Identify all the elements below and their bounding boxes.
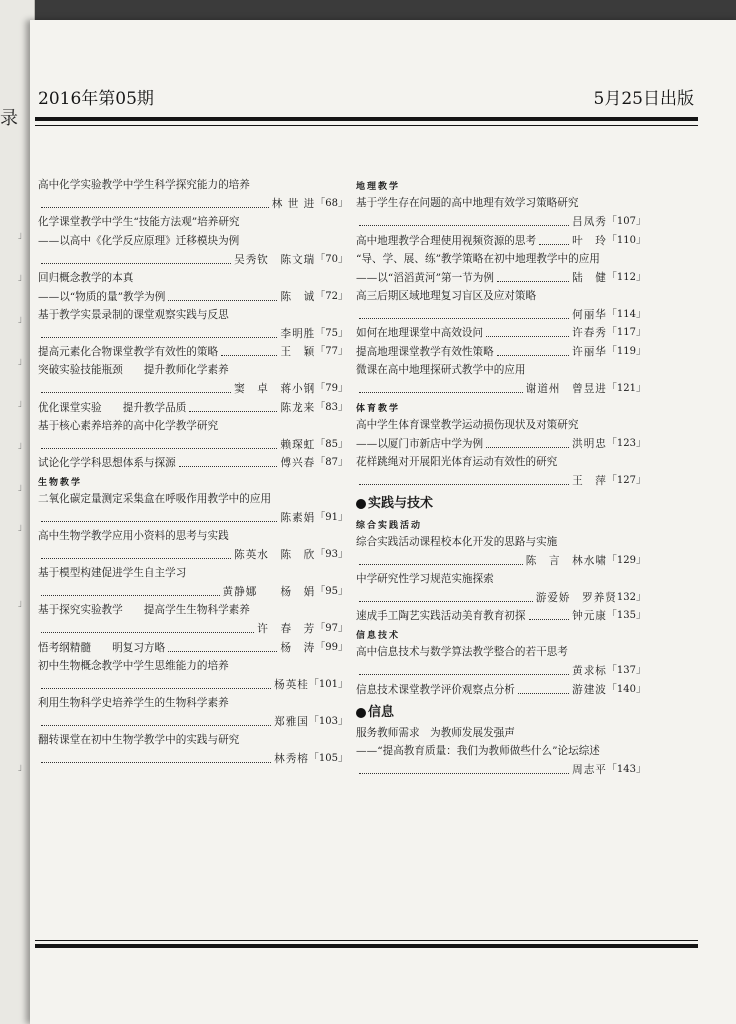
page-number: 「143」 (606, 764, 646, 775)
header-rule-thin (35, 125, 698, 126)
article-title: 高中化学实验教学中学生科学探究能力的培养 (38, 179, 250, 191)
page-number: 「140」 (606, 683, 646, 695)
page-number: 「97」 (315, 623, 348, 634)
dot-leader (168, 300, 277, 301)
entry-line (356, 324, 646, 343)
article-author: 陈龙来 (280, 401, 316, 414)
author-line (356, 379, 646, 398)
dot-leader (41, 725, 271, 726)
article-title: 高中生物学教学应用小资料的思考与实践 (38, 530, 229, 542)
article-title: 微课在高中地理探研式教学中的应用 (356, 363, 526, 376)
footer-rule-thin (35, 940, 698, 941)
dot-leader (41, 207, 269, 208)
page-number: 「79」 (315, 383, 348, 394)
category-heading: 体育教学 (356, 403, 401, 414)
article-author: 黄静娜 杨 娟 (222, 586, 316, 598)
dot-leader (41, 392, 231, 393)
entry-line (38, 343, 348, 362)
dot-leader (518, 693, 569, 694)
article-author: 陈素娟 (280, 512, 316, 524)
author-line (38, 250, 348, 269)
author-line (356, 588, 646, 607)
author-line (38, 749, 348, 768)
article-author: 傅兴春 (280, 457, 316, 469)
dot-leader (486, 447, 569, 448)
article-author: 陆 健 (572, 271, 607, 284)
author-line (356, 471, 646, 490)
page-number: 「99」 (315, 641, 348, 653)
dot-leader (359, 318, 569, 319)
dot-leader (486, 336, 569, 337)
article-author: 黄求标 (572, 665, 607, 677)
previous-page-mark: 」 (18, 273, 28, 283)
article-title: 高中学生体育课堂教学运动损伤现状及对策研究 (356, 418, 579, 431)
entry-line (356, 607, 646, 626)
previous-page-mark: 」 (18, 599, 28, 609)
category-heading: 信息技术 (356, 631, 401, 641)
page-number: 「137」 (606, 665, 646, 676)
article-title: 高三后期区域地理复习盲区及应对策略 (356, 289, 537, 302)
page-number: 「110」 (606, 234, 646, 246)
page-number: 「123」 (606, 437, 646, 449)
article-author: 游爱娇 罗养贤 (535, 591, 617, 604)
toc-right-column (356, 176, 646, 779)
article-title: 化学课堂教学中学生“技能方法观”培养研究 (38, 216, 240, 228)
article-title: 服务教师需求 为教师发展发强声 (356, 726, 515, 739)
article-author: 许丽华 (572, 345, 607, 358)
article-title: 突破实验技能瓶颈 提升教师化学素养 (38, 364, 229, 376)
article-title: 提高元素化合物课堂教学有效性的策略 (38, 346, 219, 358)
page-number: 「129」 (606, 554, 646, 566)
article-title: 翻转课堂在初中生物学教学中的实践与研究 (38, 733, 240, 746)
previous-page-mark: 」 (18, 483, 28, 493)
author-line (356, 305, 646, 324)
previous-page-mark: 」 (18, 357, 28, 367)
article-title: 如何在地理课堂中高效设问 (356, 327, 484, 339)
article-author: 许 春 芳 (257, 623, 316, 635)
article-title: 利用生物科学史培养学生的生物科学素养 (38, 696, 229, 709)
section-bullet-icon (356, 708, 366, 718)
entry-line (356, 342, 646, 361)
page-number: 「95」 (315, 586, 348, 597)
article-title: 基于教学实景录制的课堂观察实践与反思 (38, 308, 229, 321)
dot-leader (41, 521, 277, 522)
entry-line (38, 398, 348, 417)
dot-leader (41, 595, 220, 596)
page-number: 132」 (616, 591, 646, 603)
category-heading: 地理教学 (356, 182, 401, 192)
page-number: 「93」 (315, 549, 348, 560)
page-number: 「119」 (606, 345, 646, 357)
page-number: 「91」 (315, 512, 348, 523)
author-line (38, 380, 348, 399)
article-author: 叶 玲 (572, 234, 607, 247)
page-number: 「101」 (308, 678, 348, 690)
article-title: 初中生物概念教学中学生思维能力的培养 (38, 659, 229, 672)
entry-line (356, 680, 646, 699)
article-title: 基于核心素养培养的高中化学教学研究 (38, 419, 219, 432)
author-line (38, 509, 348, 528)
category-heading: 综合实践活动 (356, 520, 423, 531)
dot-leader (359, 225, 569, 226)
article-title: “导、学、展、练”教学策略在初中地理教学中的应用 (356, 252, 600, 265)
dot-leader (359, 484, 569, 485)
dot-leader (41, 558, 231, 559)
dot-leader (359, 674, 569, 675)
issue-label: 2016年第05期 (38, 89, 154, 109)
article-title: 基于模型构建促进学生自主学习 (38, 567, 187, 579)
page-number: 「114」 (606, 308, 646, 320)
page-number: 「75」 (315, 327, 348, 339)
article-title: 二氧化碳定量测定采集盒在呼吸作用教学中的应用 (38, 493, 272, 505)
page-number: 「135」 (606, 610, 646, 621)
section-heading (356, 702, 646, 724)
author-line (356, 662, 646, 681)
article-author: 陈英水 陈 欣 (234, 549, 316, 561)
dot-leader (41, 762, 271, 763)
publish-date: 5月25日出版 (593, 89, 694, 109)
dot-leader (539, 244, 569, 245)
page-number: 「121」 (606, 382, 646, 394)
dot-leader (41, 448, 277, 449)
author-line (356, 761, 646, 780)
article-title: 综合实践活动课程校本化开发的思路与实施 (356, 535, 558, 548)
author-line (356, 551, 646, 570)
page-number: 「112」 (606, 271, 646, 283)
entry-line (356, 434, 646, 453)
article-author: 周志平 (572, 764, 607, 776)
author-line (38, 195, 348, 214)
dot-leader (221, 355, 277, 356)
dot-leader (41, 688, 271, 689)
dot-leader (497, 281, 569, 282)
article-author: 陈 言 林水啸 (525, 554, 607, 567)
article-author: 杨 涛 (280, 641, 316, 654)
article-author: 游建波 (572, 683, 607, 696)
dot-leader (359, 564, 523, 565)
article-author: 郑雅国 (274, 715, 309, 728)
article-author: 王 颖 (280, 346, 316, 358)
author-line (38, 546, 348, 565)
page-number: 「68」 (315, 198, 348, 209)
article-author: 吴秀钦 陈文瑞 (234, 253, 316, 266)
previous-page-char: 录 (0, 108, 18, 129)
page-number: 「103」 (308, 715, 348, 727)
article-title: 中学研究性学习规范实施探索 (356, 572, 494, 585)
previous-page-mark: 」 (18, 763, 28, 773)
dot-leader (41, 337, 277, 338)
section-heading (356, 493, 646, 515)
article-title: ——以“物质的量”教学为例 (38, 290, 166, 303)
article-author: 王 萍 (572, 474, 607, 487)
article-subtitle: ——“提高教育质量：我们为教师做些什么”论坛综述 (356, 745, 600, 757)
article-title: 基于探究实验教学 提高学生生物科学素养 (38, 604, 250, 616)
article-author: 李明胜 (280, 327, 316, 340)
page-number: 「87」 (315, 457, 348, 468)
page-number: 「127」 (606, 474, 646, 486)
article-author: 吕凤秀 (572, 216, 607, 228)
article-author: 洪明忠 (572, 437, 607, 450)
previous-page-mark: 」 (18, 315, 28, 325)
page-number: 「117」 (606, 327, 646, 338)
article-title: ——以“滔滔黄河”第一节为例 (356, 271, 494, 284)
article-title: 回归概念教学的本真 (38, 271, 134, 284)
previous-page-mark: 」 (18, 441, 28, 451)
page-number: 「107」 (606, 216, 646, 227)
article-title: ——以厦门市新店中学为例 (356, 437, 484, 450)
article-author: 杨英桂 (274, 678, 309, 691)
article-title: 试论化学学科思想体系与探源 (38, 457, 176, 469)
article-title: 基于学生存在问题的高中地理有效学习策略研究 (356, 197, 579, 209)
entry-line (38, 454, 348, 473)
section-title: 信息 (368, 704, 395, 720)
dot-leader (359, 773, 569, 774)
section-bullet-icon (356, 499, 366, 509)
article-author: 林 世 进 (271, 198, 316, 210)
header-rule-thick (35, 117, 698, 121)
article-title: 高中信息技术与数学算法教学整合的若干思考 (356, 646, 568, 658)
author-line (38, 620, 348, 639)
section-title: 实践与技术 (368, 495, 434, 511)
dot-leader (41, 263, 231, 264)
page-number: 「85」 (315, 438, 348, 450)
page-number: 「77」 (315, 346, 348, 357)
author-line (356, 213, 646, 232)
article-author: 钟元康 (572, 610, 607, 622)
article-title: 信息技术课堂教学评价观察点分析 (356, 683, 515, 696)
dot-leader (189, 411, 277, 412)
footer-rule-thick (35, 944, 698, 948)
article-title: 悟考纲精髓 明复习方略 (38, 641, 166, 654)
entry-line (38, 638, 348, 657)
article-author: 窦 卓 蒋小钢 (234, 383, 316, 395)
dot-leader (179, 466, 278, 467)
page-number: 「83」 (315, 401, 348, 413)
article-title: 提高地理课堂教学有效性策略 (356, 345, 494, 358)
dot-leader (359, 392, 523, 393)
article-author: 许春秀 (572, 327, 607, 339)
article-author: 谢道州 曾昱进 (525, 382, 607, 395)
article-author: 陈 诚 (280, 290, 316, 303)
dot-leader (168, 651, 277, 652)
author-line (38, 324, 348, 343)
article-title: 高中地理教学合理使用视频资源的思考 (356, 234, 537, 247)
article-subtitle: ——以高中《化学反应原理》迁移模块为例 (38, 234, 240, 247)
page-number: 「72」 (315, 290, 348, 302)
article-title: 速成手工陶艺实践活动美育教育初探 (356, 610, 526, 622)
article-author: 何丽华 (572, 308, 607, 321)
entry-line (356, 268, 646, 287)
author-line (38, 675, 348, 694)
previous-page-mark: 」 (18, 399, 28, 409)
author-line (38, 583, 348, 602)
dot-leader (529, 619, 570, 620)
previous-page-mark: 」 (18, 523, 28, 533)
entry-line (356, 231, 646, 250)
entry-line (38, 287, 348, 306)
author-line (38, 435, 348, 454)
author-line (38, 712, 348, 731)
dot-leader (497, 355, 569, 356)
toc-left-column (38, 176, 348, 768)
dot-leader (41, 632, 254, 633)
dot-leader (359, 601, 533, 602)
previous-page-mark: 」 (18, 231, 28, 241)
category-heading: 生物教学 (38, 478, 83, 488)
article-author: 林秀榕 (274, 752, 309, 765)
article-author: 赖琛虹 (280, 438, 316, 451)
article-title: 优化课堂实验 提升教学品质 (38, 401, 187, 414)
page-number: 「105」 (308, 752, 348, 764)
page-number: 「70」 (315, 253, 348, 265)
article-title: 花样跳绳对开展阳光体育运动有效性的研究 (356, 455, 558, 468)
